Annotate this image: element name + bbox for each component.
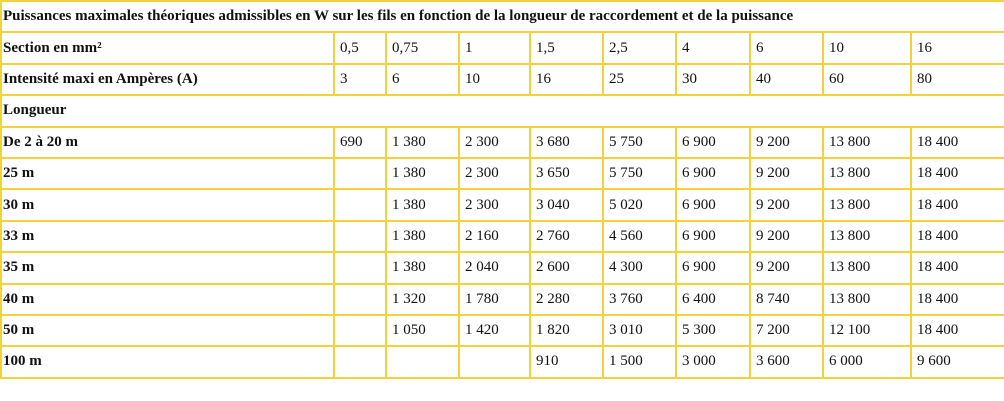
table-cell: 18 400 [911, 158, 1004, 189]
table-cell: 1 380 [386, 252, 459, 283]
table-cell: 2 280 [530, 284, 603, 315]
table-cell: 3 680 [530, 127, 603, 158]
table-cell: 40 [750, 64, 823, 95]
table-cell: 3 650 [530, 158, 603, 189]
table-row [1, 221, 1004, 252]
row-label: Section en mm² [1, 32, 334, 63]
table-cell: 60 [823, 64, 911, 95]
table-cell: 10 [823, 32, 911, 63]
table-cell: 18 400 [911, 221, 1004, 252]
table-cell: 18 400 [911, 284, 1004, 315]
table-cell [334, 284, 386, 315]
table-cell: 2 160 [459, 221, 530, 252]
section-row [1, 32, 1004, 63]
table-cell: 9 200 [750, 221, 823, 252]
table-cell: 4 300 [603, 252, 676, 283]
table-cell: 8 740 [750, 284, 823, 315]
table-cell [334, 189, 386, 220]
table-cell: 1 820 [530, 315, 603, 346]
table-cell: 6 400 [676, 284, 750, 315]
row-label: 100 m [1, 346, 334, 377]
table-cell: 9 200 [750, 158, 823, 189]
table-cell: 6 000 [823, 346, 911, 377]
table-cell: 3 010 [603, 315, 676, 346]
table-cell: 12 100 [823, 315, 911, 346]
table-cell: 3 000 [676, 346, 750, 377]
table-cell: 1 380 [386, 127, 459, 158]
table-cell: 9 200 [750, 189, 823, 220]
table-cell: 13 800 [823, 127, 911, 158]
table-cell: 18 400 [911, 252, 1004, 283]
row-label: Intensité maxi en Ampères (A) [1, 64, 334, 95]
table-row [1, 158, 1004, 189]
table-cell: 910 [530, 346, 603, 377]
table-cell: 18 400 [911, 189, 1004, 220]
table-cell: 6 900 [676, 221, 750, 252]
table-row [1, 189, 1004, 220]
table-cell [334, 346, 386, 377]
table-cell: 690 [334, 127, 386, 158]
table-cell: 6 900 [676, 127, 750, 158]
table-cell: 18 400 [911, 127, 1004, 158]
row-label: 35 m [1, 252, 334, 283]
table-cell: 3 040 [530, 189, 603, 220]
table-cell: 10 [459, 64, 530, 95]
table-cell: 2 600 [530, 252, 603, 283]
row-label: 33 m [1, 221, 334, 252]
table-title: Puissances maximales théoriques admissibles en W sur les fils en fonction de la longueur de raccordement et de la puissance [1, 1, 1004, 32]
length-header: Longueur [1, 95, 1004, 126]
table-cell: 1 320 [386, 284, 459, 315]
table-cell: 4 560 [603, 221, 676, 252]
table-cell: 0,5 [334, 32, 386, 63]
table-cell: 1 420 [459, 315, 530, 346]
table-cell: 80 [911, 64, 1004, 95]
table-cell: 13 800 [823, 252, 911, 283]
table-cell [334, 221, 386, 252]
table-cell: 18 400 [911, 315, 1004, 346]
table-cell: 1 780 [459, 284, 530, 315]
row-label: 30 m [1, 189, 334, 220]
table-cell [334, 252, 386, 283]
table-cell: 6 900 [676, 189, 750, 220]
table-cell: 5 300 [676, 315, 750, 346]
table-cell: 9 200 [750, 252, 823, 283]
table-cell: 6 900 [676, 158, 750, 189]
length-header-row [1, 95, 1004, 126]
table-cell: 13 800 [823, 221, 911, 252]
table-cell: 4 [676, 32, 750, 63]
table-row [1, 127, 1004, 158]
table-body [1, 1, 1004, 378]
table-cell: 6 [386, 64, 459, 95]
table-cell: 2 760 [530, 221, 603, 252]
table-cell: 13 800 [823, 189, 911, 220]
row-label: De 2 à 20 m [1, 127, 334, 158]
table-cell: 2 300 [459, 158, 530, 189]
table-cell: 25 [603, 64, 676, 95]
table-cell [386, 346, 459, 377]
table-cell: 2 300 [459, 127, 530, 158]
table-cell: 1 380 [386, 158, 459, 189]
table-cell: 3 600 [750, 346, 823, 377]
row-label: 50 m [1, 315, 334, 346]
row-label: 25 m [1, 158, 334, 189]
table-cell: 1 380 [386, 221, 459, 252]
table-cell [334, 315, 386, 346]
table-cell: 9 200 [750, 127, 823, 158]
table-cell: 5 020 [603, 189, 676, 220]
table-cell: 2 300 [459, 189, 530, 220]
table-cell: 3 [334, 64, 386, 95]
table-cell: 13 800 [823, 284, 911, 315]
table-cell [459, 346, 530, 377]
table-cell: 13 800 [823, 158, 911, 189]
table-row [1, 284, 1004, 315]
table-cell: 5 750 [603, 127, 676, 158]
table-cell: 1 500 [603, 346, 676, 377]
intensity-row [1, 64, 1004, 95]
table-cell: 5 750 [603, 158, 676, 189]
table-cell: 9 600 [911, 346, 1004, 377]
title-row [1, 1, 1004, 32]
table-cell: 1 380 [386, 189, 459, 220]
table-cell: 1 [459, 32, 530, 63]
table-cell: 1 050 [386, 315, 459, 346]
table-cell [334, 158, 386, 189]
table-cell: 16 [911, 32, 1004, 63]
table-cell: 6 [750, 32, 823, 63]
table-cell: 2 040 [459, 252, 530, 283]
table-cell: 2,5 [603, 32, 676, 63]
table-row [1, 315, 1004, 346]
table-cell: 1,5 [530, 32, 603, 63]
table-cell: 3 760 [603, 284, 676, 315]
table-row [1, 252, 1004, 283]
table-row [1, 346, 1004, 377]
table-cell: 16 [530, 64, 603, 95]
table-cell: 7 200 [750, 315, 823, 346]
row-label: 40 m [1, 284, 334, 315]
table-cell: 6 900 [676, 252, 750, 283]
table-cell: 0,75 [386, 32, 459, 63]
table-cell: 30 [676, 64, 750, 95]
